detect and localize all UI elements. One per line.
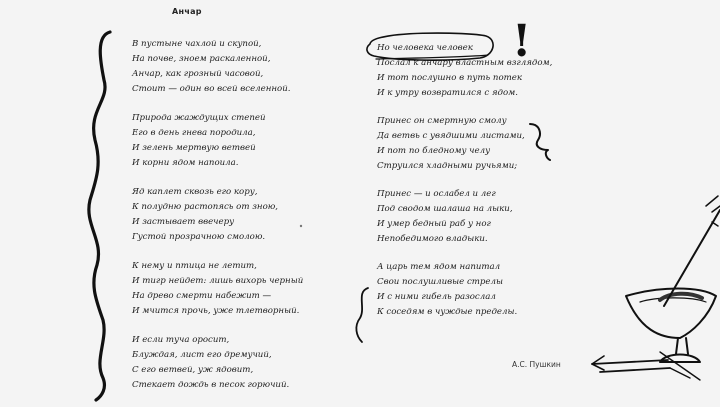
- verse-line: К соседям в чуждые пределы.: [377, 307, 518, 317]
- verse-line: К полудню растопясь от зною,: [132, 202, 279, 212]
- verse-line: И зелень мертвую ветвей: [132, 143, 256, 153]
- stanza-7: [377, 114, 617, 174]
- author-signature: А.С. Пушкин: [512, 360, 561, 369]
- stanza-5: [132, 333, 352, 393]
- verse-line: И если туча оросит,: [132, 335, 230, 345]
- stanza-4: [132, 259, 352, 319]
- verse-line: И умер бедный раб у ног: [377, 219, 491, 229]
- stanza-8: [377, 187, 617, 247]
- bracket-left-mark: [356, 288, 368, 342]
- stanza-6: [377, 41, 617, 101]
- verse-line: На древо смерти набежит —: [132, 291, 272, 301]
- verse-line: Принес — и ослабел и лег: [377, 189, 496, 199]
- verse-line: И корни ядом напоила.: [132, 158, 239, 168]
- verse-line: Струился хладными ручьями;: [377, 161, 518, 171]
- verse-line: И застывает ввечеру: [132, 217, 235, 227]
- verse-line: С его ветвей, уж ядовит,: [132, 365, 254, 375]
- verse-line: В пустыне чахлой и скупой,: [132, 39, 262, 49]
- verse-line: Стекает дождь в песок горючий.: [132, 380, 290, 390]
- verse-line: Но человека человек: [377, 43, 473, 53]
- stanza-9: [377, 260, 617, 320]
- stanza-2: [132, 111, 352, 171]
- verse-line: И тот послушно в путь потек: [377, 73, 523, 83]
- verse-line: И тигр нейдет: лишь вихорь черный: [132, 276, 304, 286]
- verse-line: Стоит — один во всей вселенной.: [132, 84, 291, 94]
- verse-line: Принес он смертную смолу: [377, 116, 507, 126]
- verse-line: Послал к анчару властным взглядом,: [377, 58, 553, 68]
- verse-line: И к утру возвратился с ядом.: [377, 88, 519, 98]
- verse-line: Блуждая, лист его дремучий,: [132, 350, 272, 360]
- verse-line: Да ветвь с увядшими листами,: [377, 131, 525, 141]
- verse-line: Непобедимого владыки.: [377, 234, 488, 244]
- verse-line: К нему и птица не летит,: [132, 261, 257, 271]
- verse-line: Яд каплет сквозь его кору,: [132, 187, 258, 197]
- verse-line: Свои послушливые стрелы: [377, 277, 503, 287]
- verse-line: Густой прозрачною смолою.: [132, 232, 266, 242]
- stanza-3: [132, 185, 352, 245]
- poem-title: Анчар: [172, 7, 202, 16]
- verse-line: И с ними гибель разослал: [377, 292, 496, 302]
- verse-line: Анчар, как грозный часовой,: [132, 69, 264, 79]
- verse-line: И пот по бледному челу: [377, 146, 491, 156]
- poem-column-right: [377, 41, 617, 333]
- verse-line: На почве, зноем раскаленной,: [132, 54, 271, 64]
- exclamation-mark: !: [512, 16, 532, 67]
- verse-line: И мчится прочь, уже тлетворный.: [132, 306, 300, 316]
- stanza-1: [132, 37, 352, 97]
- verse-line: Его в день гнева породила,: [132, 128, 256, 138]
- verse-line: Природа жаждущих степей: [132, 113, 266, 123]
- verse-line: А царь тем ядом напитал: [377, 262, 501, 272]
- poem-column-left: [132, 37, 352, 407]
- verse-line: Под сводом шалаша на лыки,: [377, 204, 513, 214]
- wavy-brace-left-mark: [89, 32, 110, 400]
